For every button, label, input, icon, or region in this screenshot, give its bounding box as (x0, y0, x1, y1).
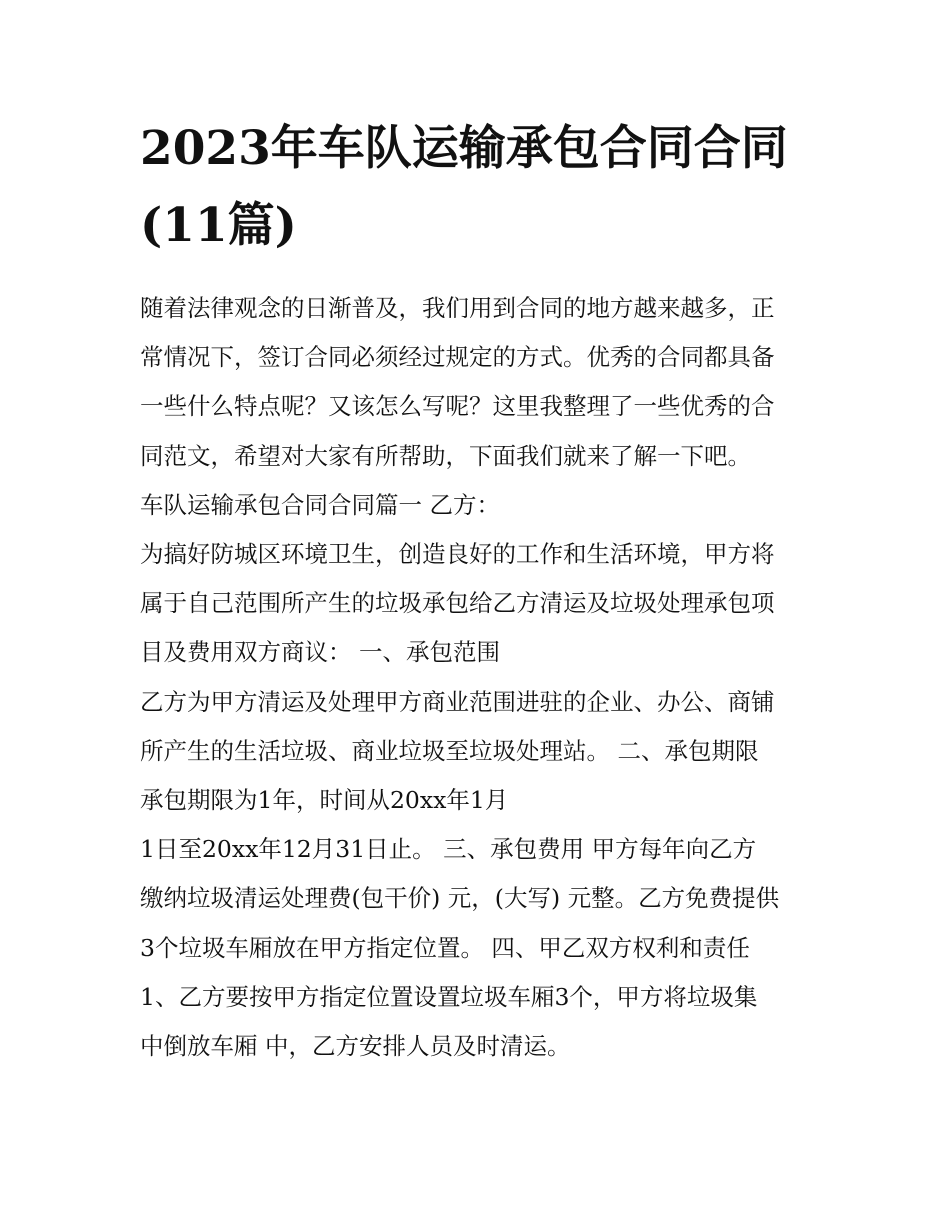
body-line: 为搞好防城区环境卫生，创造良好的工作和生活环境，甲方将 (140, 540, 775, 569)
document-title (140, 110, 815, 264)
body-line: 所产生的生活垃圾、商业垃圾至垃圾处理站。 二、承包期限 (140, 736, 759, 765)
body-line: 承包期限为1年，时间从20xx年1月 (140, 786, 509, 815)
title-line-2: (11篇) (140, 198, 297, 253)
body-line: 3个垃圾车厢放在甲方指定位置。 四、甲乙双方权利和责任 (140, 933, 750, 962)
body-line: 1日至20xx年12月31日止。 三、承包费用 甲方每年向乙方 (140, 835, 757, 864)
document-body (140, 284, 815, 1071)
body-line: 乙方为甲方清运及处理甲方商业范围进驻的企业、办公、商铺 (140, 687, 775, 716)
body-line: 中倒放车厢 中，乙方安排人员及时清运。 (140, 1032, 571, 1061)
body-line: 目及费用双方商议： 一、承包范围 (140, 638, 500, 667)
document-page (140, 110, 815, 1071)
section-heading: 车队运输承包合同合同篇一 乙方： (140, 490, 500, 519)
body-line: 同范文，希望对大家有所帮助，下面我们就来了解一下吧。 (140, 441, 751, 470)
body-line: 1、乙方要按甲方指定位置设置垃圾车厢3个，甲方将垃圾集 (140, 982, 758, 1011)
body-line: 缴纳垃圾清运处理费(包干价) 元，(大写) 元整。乙方免费提供 (140, 884, 780, 913)
body-line: 常情况下，签订合同必须经过规定的方式。优秀的合同都具备 (140, 343, 775, 372)
title-line-1: 2023年车队运输承包合同合同 (140, 121, 788, 176)
body-line: 一些什么特点呢？又该怎么写呢？这里我整理了一些优秀的合 (140, 392, 775, 421)
body-line: 随着法律观念的日渐普及，我们用到合同的地方越来越多，正 (140, 294, 775, 322)
body-line: 属于自己范围所产生的垃圾承包给乙方清运及垃圾处理承包项 (140, 589, 775, 618)
